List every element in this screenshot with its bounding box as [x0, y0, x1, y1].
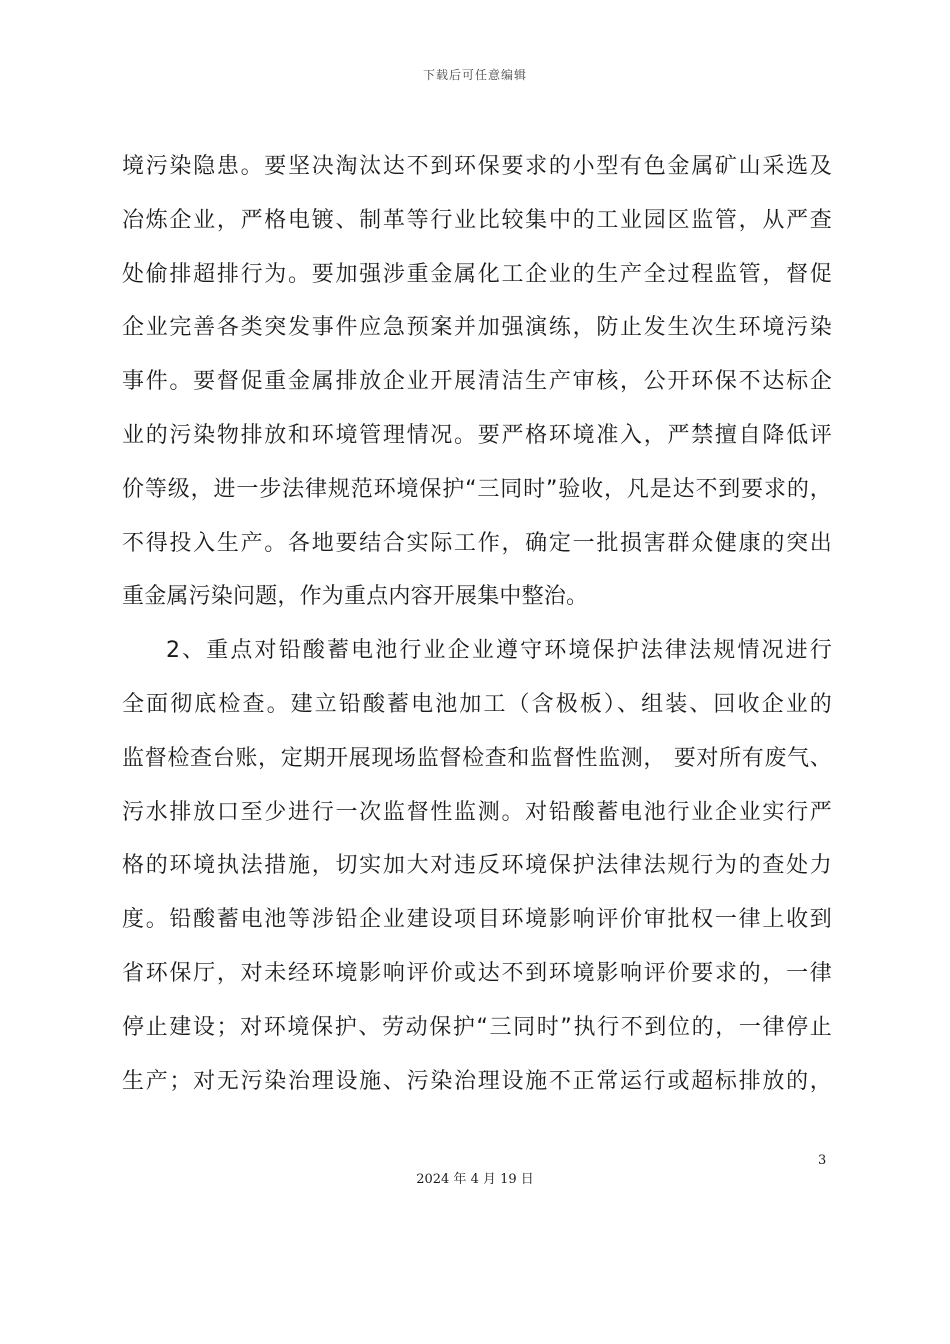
text-line: 2、重点对铅酸蓄电池行业企业遵守环境保护法律法规情况进行 [166, 638, 832, 664]
text-line: 价等级，进一步法律规范环境保护“三同时”验收，凡是达不到要求的， [122, 476, 832, 502]
text-line: 业的污染物排放和环境管理情况。要严格环境准入，严禁擅自降低评 [122, 422, 832, 448]
text-line: 企业完善各类突发事件应急预案并加强演练，防止发生次生环境污染 [122, 315, 832, 341]
text-line: 不得投入生产。各地要结合实际工作，确定一批损害群众健康的突出 [122, 530, 832, 556]
text-line: 全面彻底检查。建立铅酸蓄电池加工（含极板）、组装、回收企业的 [122, 691, 832, 717]
text-line: 冶炼企业，严格电镀、制革等行业比较集中的工业园区监管，从严查 [122, 207, 832, 233]
text-line: 格的环境执法措施，切实加大对违反环境保护法律法规行为的查处力 [122, 853, 832, 879]
text-line: 污水排放口至少进行一次监督性监测。对铅酸蓄电池行业企业实行严 [122, 799, 832, 825]
document-body [122, 140, 832, 1108]
text-line: 生产；对无污染治理设施、污染治理设施不正常运行或超标排放的， [122, 1068, 832, 1094]
text-line: 停止建设；对环境保护、劳动保护“三同时”执行不到位的，一律停止 [122, 1014, 832, 1040]
text-line: 境污染隐患。要坚决淘汰达不到环保要求的小型有色金属矿山采选及 [122, 154, 832, 179]
page-number: 3 [818, 1153, 827, 1168]
text-line: 度。铅酸蓄电池等涉铅企业建设项目环境影响评价审批权一律上收到 [122, 907, 832, 933]
footer-date: 2024 年 4 月 19 日 [416, 1172, 534, 1187]
text-line: 省环保厅，对未经环境影响评价或达不到环境影响评价要求的，一律 [122, 960, 832, 986]
paragraph [122, 140, 832, 624]
page-header: 下载后可任意编辑 [422, 68, 527, 82]
text-line: 处偷排超排行为。要加强涉重金属化工企业的生产全过程监管，督促 [122, 261, 832, 287]
text-line: 监督检查台账，定期开展现场监督检查和监督性监测， 要对所有废气、 [122, 745, 832, 771]
text-line: 重金属污染问题，作为重点内容开展集中整治。 [122, 584, 589, 610]
text-line: 事件。要督促重金属排放企业开展清洁生产审核，公开环保不达标企 [122, 369, 832, 395]
paragraph [122, 624, 832, 1108]
